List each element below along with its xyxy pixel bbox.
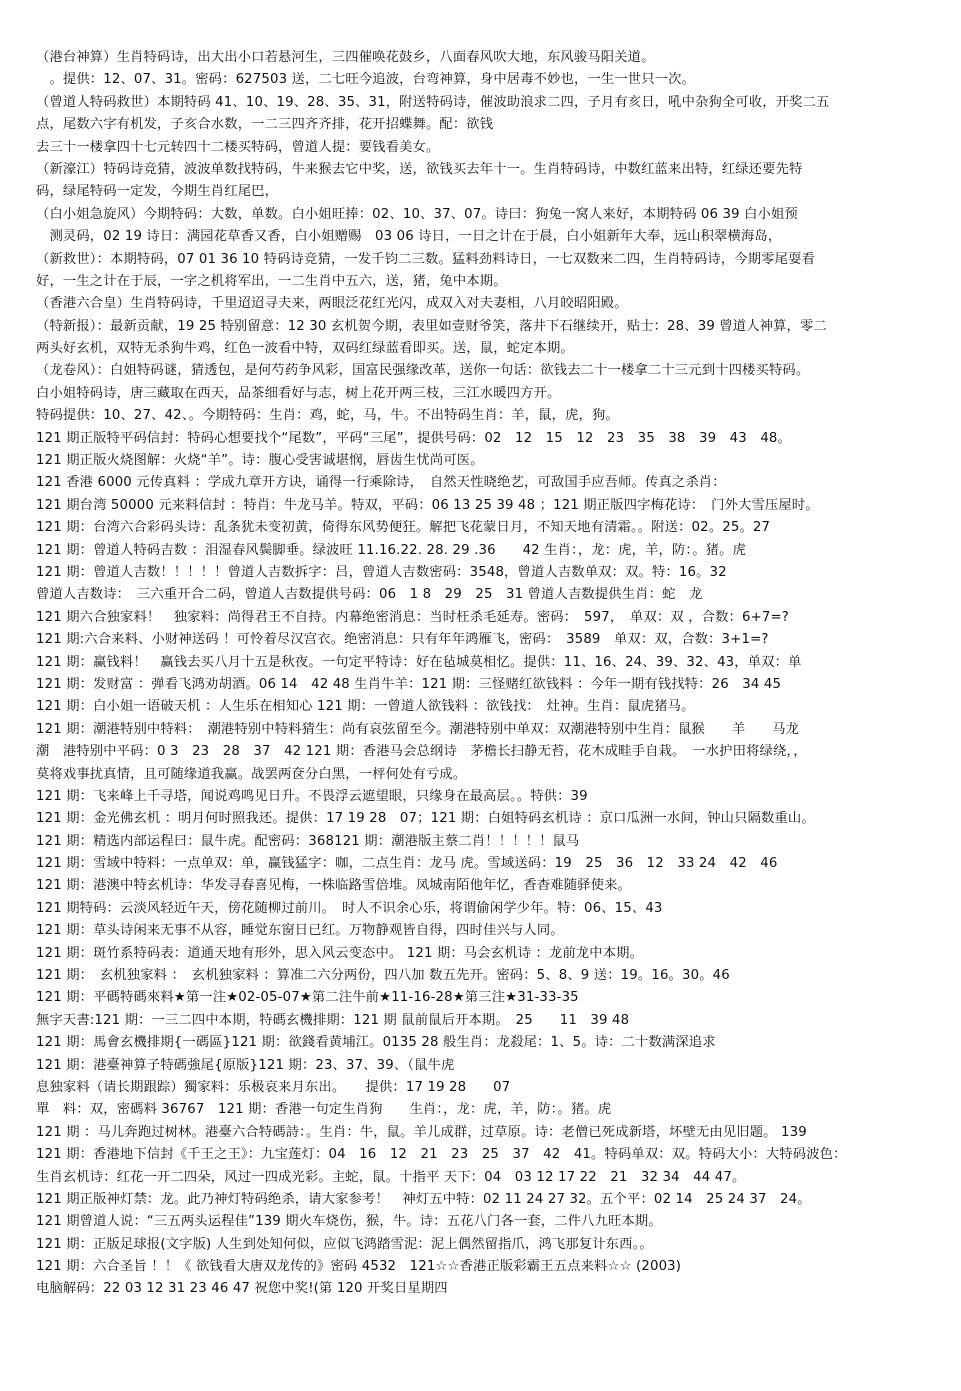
text-line: 121 期：潮港特别中特料： 潮港特别中特料猜生：尚有哀弦留至今。潮港特别中单双：双潮港特别中生肖：鼠猴 羊 马龙 [36,721,800,737]
text-line: （曾道人特码救世）本期特码 41、10、19、28、35、31，附送特码诗，催波助浪求二四，子月有亥日，吼中杂狗全可收，开奖二五 [36,94,830,110]
text-line: 。提供：12、07、31。密码：627503 送，二七旺今追波，台弯神算，身中居毒不妙也，一生一世只一次。 [36,72,696,88]
text-line: （新救世）：本期特码，07 01 36 10 特码诗竞猜，一发千钧二三数。猛料劲料诗日，一七双数来二四，生肖特码诗，今期零尾耍看 [36,251,815,267]
text-line: 121 期正版特平码信封：特码心想要找个“尾数”，平码“三尾”，提供号码：02 12 15 12 23 35 38 39 43 48。 [36,430,791,446]
text-line: 莫将戏事扰真情，且可随缘道我赢。战罢两奁分白黑，一枰何处有亏成。 [36,766,467,782]
text-line: 去三十一楼拿四十七元转四十二楼买特码，曾道人提：要钱看美女。 [36,139,440,155]
text-line: 121 期：飞来峰上千寻塔，闻说鸡鸣见日升。不畏浮云遮望眼，只缘身在最高层。。特供：39 [36,788,588,804]
text-line: 白小姐特码诗，唐三藏取在西天，品茶细看好与志，树上花开两三枝，三江水暖四方开。 [36,385,561,401]
text-line: 121 期：赢钱料！ 赢钱去买八月十五是秋夜。一句定平特诗：好在毡城莫相忆。提供：11、16、24、39、32、43，单双：单 [36,654,802,670]
text-line: 121 期：港臺神算子特碼強尾{原版}121 期：23、37、39、（鼠牛虎 [36,1057,455,1073]
lottery-text-document [36,47,926,1301]
text-line: 潮 港特别中平码：0 3 23 28 37 42 121 期：香港马会总纲诗 茅檐长扫静无苔，花木成畦手自栽。 一水护田将绿绕，， [36,744,807,760]
text-line: 121 期：白小姐一语破天机 ：人生乐在相知心 121 期：一曾道人欲钱料 ：欲钱找： 灶神。生肖：鼠虎猪马。 [36,699,695,715]
text-line: 生肖玄机诗：红花一开二四朵，风过一四成光彩。主蛇，鼠。十指平 天下：04 03 12 17 22 21 32 34 44 47。 [36,1169,746,1185]
text-line: 121 期曾道人说：“三五两头运程佳”139 期火车烧伤，猴，牛。诗：五花八门各一套，二件八九旺本期。 [36,1214,662,1230]
text-line: 121 期：香港地下信封《千王之王》：九宝莲灯：04 16 12 21 23 25 37 42 41。特码单双：双。特码大小：大特码波色： [36,1147,847,1163]
text-line: 121 期：曾道人吉数！！！！！曾道人吉数拆字：吕，曾道人吉数密码：3548，曾道人吉数单双：双。特：16。32 [36,564,727,580]
text-line: 121 期：平碼特碼來料★第一注★02-05-07★第二注牛前★11-16-28★第三注★31-33-35 [36,990,579,1006]
text-line: 無字天書:121 期：一三二四中本期，特碼玄機排期：121 期 鼠前鼠后开本期。 25 11 39 48 [36,1012,630,1028]
text-line: 121 期： 玄机独家料 ： 玄机独家料 ：算准二六分两份，四八加 数五先开。密码：5、8、9 送：19。16。30。46 [36,968,730,984]
text-line: 好，一生之计在于辰，一字之机将军出，一二生肖中五六，送，猪，兔中本期。 [36,273,507,289]
text-line: 121 期：草头诗闲来无事不从容，睡觉东窗日已红。万物静观皆自得，四时佳兴与人同。 [36,923,564,939]
text-line: 121 期特码：云淡风轻近午天，傍花随柳过前川。 时人不识余心乐，将谓偷闲学少年。特：06、15、43 [36,900,663,916]
text-line: 121 期：斑竹系特码表：道通天地有形外，思入风云变态中。 121 期：马会玄机诗 ：龙前龙中本期。 [36,945,644,961]
text-line: 121 期台湾 50000 元来料信封 ：特肖：牛龙马羊。特双，平码：06 13 25 39 48 ；121 期正版四字梅花诗： 门外大雪压屋时。 [36,497,819,513]
text-line: 两头好玄机，双特无杀狗牛鸡，红色一波看中特，双码红绿蓝看即买。送，鼠，蛇定本期。 [36,341,574,357]
text-line: （特新报）：最新贡献，19 25 特别留意：12 30 玄机贺今期，表里如壹财爷笑，落井下石继续开，贴士：28、39 曾道人神算，零二 [36,318,827,334]
text-line: 121 期：正版足球报(文字版) 人生到处知何似，应似飞鸿踏雪泥：泥上偶然留指爪，鸿飞那复计东西。。 [36,1236,653,1252]
text-line: 121 期：六合圣旨 ！！《 欲钱看大唐双龙传的》密码 4532 121☆☆香港正版彩霸王五点来料☆☆ (2003) [36,1259,682,1275]
text-line: 曾道人吉数诗： 三六重开合二码，曾道人吉数提供号码：06 1 8 29 25 31 曾道人吉数提供生肖：蛇 龙 [36,587,703,603]
text-line: 121 期正版火烧图解：火烧“羊”。诗：腹心受害诚堪悯，唇齿生忧尚可医。 [36,453,484,469]
text-line: 测灵码，02 19 诗日：满园花草香又香，白小姐赠赐 03 06 诗日，一日之计在于晨，白小姐新年大奉，远山积翠横海岛， [36,229,782,245]
text-line: 121 期：港澳中特玄机诗：华发寻春喜见梅，一株临路雪倍堆。凤城南陌他年忆，香杳难随驿使来。 [36,878,631,894]
text-line: 121 期：台湾六合彩码头诗：乱条犹未变初黄，倚得东风势便狂。解把飞花蒙日月，不知天地有清霜。。附送：02。25。27 [36,520,771,536]
text-line: 121 香港 6000 元传真料 ：学成九章开方诀，诵得一行乘除诗， 自然天性晓绝艺，可敌国手应吾师。传真之杀肖： [36,475,726,491]
text-line: 121 期：发财富 ：弹看飞鸿劝胡酒。06 14 42 48 生肖牛羊：121 期：三怪赌红欲钱料 ：今年一期有钱找特：26 34 45 [36,676,782,692]
text-line: 码，绿尾特码一定发，今期生肖红尾巴， [36,184,279,200]
text-line: 电脑解码：22 03 12 31 23 46 47 祝您中奖!(第 120 开奖日星期四 [36,1281,448,1297]
text-line: 121 期：曾道人特码吉数 ：泪湿春风鬓脚垂。绿波旺 11.16.22. 28. 29 .36 42 生肖：，龙：虎，羊，防：。猪。虎 [36,542,747,558]
text-line: 121 期：金光佛玄机 ：明月何时照我还。提供：17 19 28 07；121 期：白姐特码玄机诗 ：京口瓜洲一水间，钟山只隔数重山。 [36,811,815,827]
text-line: （香港六合皇）生肖特码诗，千里迢迢寻夫来，两眼泛花红光闪，成双入对夫妻相，八月皎昭阳殿。 [36,296,628,312]
text-line: 121 期:六合来料、小财神送码 ！可怜着尽汉宫衣。绝密消息：只有年年鸿雁飞，密码： 3589 单双：双，合数：3+1=? [36,632,769,648]
text-line: 121 期正版神灯禁：龙。此乃神灯特码绝杀，请大家参考！ 神灯五中特：02 11 24 27 32。五个平：02 14 25 24 37 24。 [36,1191,811,1207]
text-line: 121 期六合独家料！ 独家料：尚得君王不自持。内幕绝密消息：当时枉杀毛延寿。密码： 597， 单双：双 ，合数：6+7=? [36,609,790,625]
text-line: 点，尾数六字有机发，子亥合水数，一二三四齐齐排，花开招蝶舞。配：欲钱 [36,117,494,133]
text-line: （龙卷风）：白姐特码谜，猜透包，是何芍药争风彩，国富民强缘改革，送你一句话：欲钱去二十一楼拿二十三元到十四楼买特码。 [36,363,810,379]
text-line: 特码提供：10、27、42、。今期特码：生肖：鸡，蛇，马，牛。不出特码生肖：羊，鼠，虎，狗。 [36,408,619,424]
text-line: （白小姐急旋风）今期特码：大数，单数。白小姐旺捧：02、10、37、07。诗曰：狗兔一窝人来好，本期特码 06 39 白小姐预 [36,206,798,222]
text-line: 121 期 ：马儿奔跑过树林。港臺六合特碼詩：。生肖：牛，鼠。羊儿成群，过草原。诗：老僧已死成新塔，坏壁无由见旧题。 139 [36,1124,807,1140]
text-line: 121 期：馬會玄機排期{一碼區}121 期：欲錢看黄埔江。0135 28 般生肖：龙殺尾：1、5。诗：二十数满深追求 [36,1035,716,1051]
text-line: 121 期：精选内部运程曰：鼠牛虎。配密码：368121 期：潮港版主蔡二肖！！！！！鼠马 [36,833,580,849]
text-line: （港台神算）生肖特码诗，出大出小口若悬河生，三四催唤花鼓乡，八面春风吹大地，东风骏马阳关道。 [36,50,655,65]
text-line: 121 期：雪域中特料：一点单双：单，赢钱猛字：咖，二点生肖：龙马 虎。雪域送码：19 25 36 12 33 24 42 46 [36,856,778,872]
text-line: 單 料：双，密碼料 36767 121 期：香港一句定生肖狗 生肖：，龙：虎，羊，防：。猪。虎 [36,1102,612,1118]
text-line: （新濠江）特码诗竞猜，波波单数找特码，牛来猴去它中奖，送，欲钱买去年十一。生肖特码诗，中数红蓝来出特，红绿还要先特 [36,161,803,177]
text-line: 息独家料（请长期跟踪）獨家料：乐极哀来月东出。 提供：17 19 28 07 [36,1079,511,1095]
